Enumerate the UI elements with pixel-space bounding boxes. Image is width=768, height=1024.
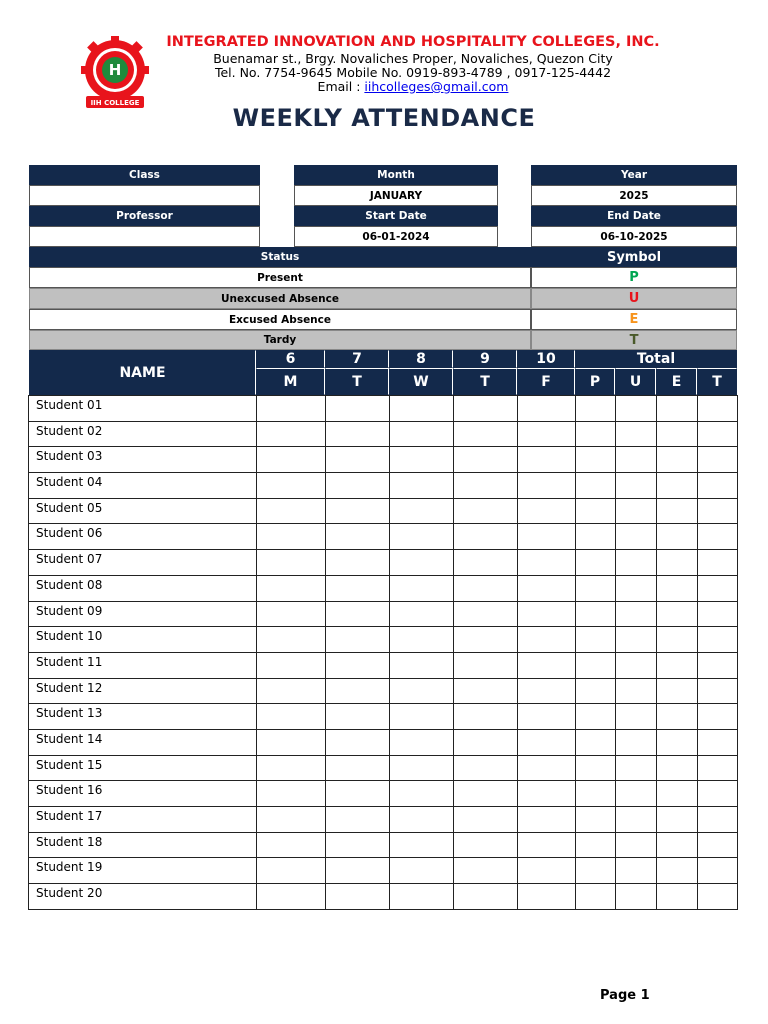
- attendance-cell[interactable]: [257, 498, 326, 524]
- table-row: [29, 550, 738, 576]
- total-cell[interactable]: [576, 678, 616, 704]
- day-weekday-3: W: [389, 368, 453, 395]
- total-cell[interactable]: [698, 421, 738, 447]
- student-name: Student 18: [29, 832, 257, 858]
- student-name: Student 08: [29, 575, 257, 601]
- total-cell[interactable]: [657, 550, 698, 576]
- student-name: Student 16: [29, 781, 257, 807]
- year-value[interactable]: 2025: [531, 185, 737, 206]
- student-name: Student 17: [29, 807, 257, 833]
- attendance-cell[interactable]: [257, 601, 326, 627]
- total-cell[interactable]: [576, 858, 616, 884]
- attendance-cell[interactable]: [454, 832, 518, 858]
- attendance-cell[interactable]: [454, 447, 518, 473]
- total-cell[interactable]: [576, 755, 616, 781]
- attendance-cell[interactable]: [326, 473, 390, 499]
- attendance-cell[interactable]: [390, 601, 454, 627]
- attendance-cell[interactable]: [390, 627, 454, 653]
- attendance-cell[interactable]: [326, 396, 390, 422]
- attendance-cell[interactable]: [518, 550, 576, 576]
- student-name: Student 07: [29, 550, 257, 576]
- legend-status-tardy: Tardy: [29, 330, 531, 350]
- total-cell[interactable]: [657, 858, 698, 884]
- table-row: [29, 884, 738, 910]
- total-cell[interactable]: [657, 447, 698, 473]
- total-cell[interactable]: [657, 755, 698, 781]
- table-row: [29, 755, 738, 781]
- start-date-value[interactable]: 06-01-2024: [294, 226, 498, 247]
- total-cell[interactable]: [576, 396, 616, 422]
- total-cell[interactable]: [698, 704, 738, 730]
- attendance-cell[interactable]: [390, 704, 454, 730]
- student-name: Student 10: [29, 627, 257, 653]
- attendance-cell[interactable]: [257, 781, 326, 807]
- attendance-cell[interactable]: [518, 755, 576, 781]
- attendance-cell[interactable]: [518, 858, 576, 884]
- day-date-4: 9: [453, 350, 517, 368]
- day-date-2: 7: [325, 350, 389, 368]
- total-cell[interactable]: [698, 807, 738, 833]
- attendance-cell[interactable]: [454, 884, 518, 910]
- attendance-cell[interactable]: [390, 575, 454, 601]
- attendance-cell[interactable]: [454, 575, 518, 601]
- total-cell[interactable]: [657, 627, 698, 653]
- attendance-cell[interactable]: [257, 524, 326, 550]
- total-cell[interactable]: [657, 781, 698, 807]
- attendance-table: [28, 395, 738, 910]
- attendance-cell[interactable]: [454, 601, 518, 627]
- attendance-cell[interactable]: [390, 858, 454, 884]
- table-row: [29, 447, 738, 473]
- attendance-cell[interactable]: [257, 652, 326, 678]
- day-date-3: 8: [389, 350, 453, 368]
- student-name: Student 13: [29, 704, 257, 730]
- total-cell[interactable]: [616, 807, 657, 833]
- total-cell[interactable]: [576, 601, 616, 627]
- attendance-cell[interactable]: [390, 807, 454, 833]
- attendance-cell[interactable]: [390, 729, 454, 755]
- attendance-cell[interactable]: [390, 755, 454, 781]
- attendance-cell[interactable]: [390, 550, 454, 576]
- total-cell[interactable]: [698, 652, 738, 678]
- table-row: [29, 627, 738, 653]
- day-date-5: 10: [517, 350, 575, 368]
- student-name: Student 06: [29, 524, 257, 550]
- attendance-cell[interactable]: [518, 421, 576, 447]
- student-name: Student 20: [29, 884, 257, 910]
- attendance-cell[interactable]: [257, 678, 326, 704]
- total-cell[interactable]: [616, 524, 657, 550]
- total-cell[interactable]: [616, 627, 657, 653]
- total-cell[interactable]: [616, 601, 657, 627]
- email-link[interactable]: iihcolleges@gmail.com: [364, 79, 509, 94]
- total-cell[interactable]: [657, 498, 698, 524]
- total-cell[interactable]: [698, 755, 738, 781]
- total-cell[interactable]: [576, 832, 616, 858]
- total-cell[interactable]: [657, 729, 698, 755]
- total-cell[interactable]: [576, 884, 616, 910]
- attendance-cell[interactable]: [390, 498, 454, 524]
- attendance-cell[interactable]: [454, 524, 518, 550]
- total-cell[interactable]: [616, 678, 657, 704]
- attendance-cell[interactable]: [257, 807, 326, 833]
- total-cell[interactable]: [657, 832, 698, 858]
- attendance-cell[interactable]: [518, 884, 576, 910]
- email-label: Email :: [317, 79, 365, 94]
- attendance-cell[interactable]: [326, 627, 390, 653]
- total-cell[interactable]: [698, 884, 738, 910]
- attendance-cell[interactable]: [518, 447, 576, 473]
- phone-numbers: Tel. No. 7754-9645 Mobile No. 0919-893-4789 , 0917-125-4442: [214, 65, 612, 80]
- total-cell[interactable]: [657, 678, 698, 704]
- professor-label: Professor: [29, 206, 260, 226]
- total-cell[interactable]: [576, 550, 616, 576]
- total-cell[interactable]: [616, 858, 657, 884]
- attendance-cell[interactable]: [390, 652, 454, 678]
- attendance-cell[interactable]: [454, 858, 518, 884]
- attendance-cell[interactable]: [257, 755, 326, 781]
- attendance-cell[interactable]: [518, 678, 576, 704]
- legend-symbol-excused: E: [531, 309, 737, 330]
- total-cell[interactable]: [576, 781, 616, 807]
- attendance-cell[interactable]: [454, 755, 518, 781]
- total-cell[interactable]: [657, 421, 698, 447]
- total-cell[interactable]: [576, 447, 616, 473]
- start-date-label: Start Date: [294, 206, 498, 226]
- attendance-cell[interactable]: [518, 781, 576, 807]
- attendance-cell[interactable]: [326, 858, 390, 884]
- attendance-cell[interactable]: [390, 396, 454, 422]
- attendance-cell[interactable]: [390, 421, 454, 447]
- attendance-cell[interactable]: [326, 575, 390, 601]
- table-row: [29, 678, 738, 704]
- attendance-cell[interactable]: [518, 601, 576, 627]
- attendance-cell[interactable]: [326, 781, 390, 807]
- attendance-cell[interactable]: [454, 704, 518, 730]
- attendance-cell[interactable]: [390, 524, 454, 550]
- table-row: [29, 832, 738, 858]
- table-row: [29, 807, 738, 833]
- total-cell[interactable]: [657, 396, 698, 422]
- total-cell[interactable]: [616, 550, 657, 576]
- student-name: Student 09: [29, 601, 257, 627]
- address: Buenamar st., Brgy. Novaliches Proper, Novaliches, Quezon City: [213, 51, 613, 66]
- attendance-cell[interactable]: [518, 807, 576, 833]
- attendance-cell[interactable]: [326, 447, 390, 473]
- attendance-cell[interactable]: [454, 807, 518, 833]
- table-row: [29, 575, 738, 601]
- name-header: NAME: [29, 350, 256, 395]
- total-cell[interactable]: [576, 498, 616, 524]
- total-cell[interactable]: [576, 652, 616, 678]
- student-name: Student 12: [29, 678, 257, 704]
- attendance-cell[interactable]: [257, 704, 326, 730]
- total-cell[interactable]: [616, 473, 657, 499]
- attendance-cell[interactable]: [454, 729, 518, 755]
- total-cell[interactable]: [576, 729, 616, 755]
- attendance-cell[interactable]: [326, 421, 390, 447]
- table-row: [29, 781, 738, 807]
- total-cell[interactable]: [576, 524, 616, 550]
- svg-text:H: H: [108, 61, 122, 79]
- attendance-cell[interactable]: [454, 498, 518, 524]
- table-row: [29, 729, 738, 755]
- total-cell[interactable]: [616, 396, 657, 422]
- attendance-cell[interactable]: [518, 524, 576, 550]
- table-row: [29, 473, 738, 499]
- legend-status-excused: Excused Absence: [29, 309, 531, 330]
- legend-status-present: Present: [29, 267, 531, 288]
- student-name: Student 05: [29, 498, 257, 524]
- total-cell[interactable]: [576, 575, 616, 601]
- total-cell[interactable]: [698, 858, 738, 884]
- total-cell[interactable]: [698, 627, 738, 653]
- total-col-t: T: [697, 368, 737, 395]
- attendance-cell[interactable]: [454, 473, 518, 499]
- attendance-cell[interactable]: [390, 473, 454, 499]
- total-cell[interactable]: [657, 601, 698, 627]
- total-cell[interactable]: [616, 575, 657, 601]
- attendance-cell[interactable]: [326, 550, 390, 576]
- attendance-cell[interactable]: [326, 704, 390, 730]
- org-name: INTEGRATED INNOVATION AND HOSPITALITY COLLEGES, INC.: [166, 34, 660, 50]
- table-row: [29, 498, 738, 524]
- total-cell[interactable]: [616, 781, 657, 807]
- attendance-cell[interactable]: [454, 396, 518, 422]
- attendance-cell[interactable]: [518, 396, 576, 422]
- total-cell[interactable]: [616, 884, 657, 910]
- total-cell[interactable]: [698, 550, 738, 576]
- total-cell[interactable]: [576, 473, 616, 499]
- student-name: Student 14: [29, 729, 257, 755]
- attendance-cell[interactable]: [257, 447, 326, 473]
- attendance-cell[interactable]: [257, 550, 326, 576]
- attendance-cell[interactable]: [390, 832, 454, 858]
- total-cell[interactable]: [616, 755, 657, 781]
- symbol-header: Symbol: [531, 247, 737, 267]
- table-row: [29, 652, 738, 678]
- day-date-1: 6: [256, 350, 325, 368]
- day-weekday-5: F: [517, 368, 575, 395]
- total-cell[interactable]: [616, 421, 657, 447]
- attendance-cell[interactable]: [390, 678, 454, 704]
- total-cell[interactable]: [657, 575, 698, 601]
- attendance-cell[interactable]: [326, 652, 390, 678]
- student-name: Student 01: [29, 396, 257, 422]
- end-date-label: End Date: [531, 206, 737, 226]
- student-name: Student 03: [29, 447, 257, 473]
- attendance-cell[interactable]: [390, 447, 454, 473]
- total-cell[interactable]: [698, 678, 738, 704]
- total-col-p: P: [575, 368, 615, 395]
- attendance-cell[interactable]: [326, 884, 390, 910]
- legend-symbol-unexcused: U: [531, 288, 737, 309]
- attendance-cell[interactable]: [390, 781, 454, 807]
- total-cell[interactable]: [616, 652, 657, 678]
- day-weekday-1: M: [256, 368, 325, 395]
- attendance-cell[interactable]: [454, 627, 518, 653]
- attendance-cell[interactable]: [454, 652, 518, 678]
- total-cell[interactable]: [698, 396, 738, 422]
- attendance-cell[interactable]: [454, 678, 518, 704]
- attendance-cell[interactable]: [518, 704, 576, 730]
- total-cell[interactable]: [616, 498, 657, 524]
- total-cell[interactable]: [576, 704, 616, 730]
- total-cell[interactable]: [698, 524, 738, 550]
- total-cell[interactable]: [657, 524, 698, 550]
- month-value[interactable]: JANUARY: [294, 185, 498, 206]
- total-cell[interactable]: [616, 704, 657, 730]
- total-cell[interactable]: [698, 601, 738, 627]
- total-cell[interactable]: [698, 473, 738, 499]
- logo-text: IIH COLLEGE: [90, 99, 140, 107]
- total-col-e: E: [656, 368, 697, 395]
- total-cell[interactable]: [657, 884, 698, 910]
- total-cell[interactable]: [576, 627, 616, 653]
- total-cell[interactable]: [616, 832, 657, 858]
- professor-value[interactable]: [29, 226, 260, 247]
- total-cell[interactable]: [576, 421, 616, 447]
- attendance-cell[interactable]: [257, 421, 326, 447]
- total-cell[interactable]: [657, 704, 698, 730]
- total-cell[interactable]: [698, 832, 738, 858]
- attendance-cell[interactable]: [518, 627, 576, 653]
- page-number: Page 1: [600, 988, 650, 1003]
- student-name: Student 11: [29, 652, 257, 678]
- student-name: Student 04: [29, 473, 257, 499]
- attendance-cell[interactable]: [390, 884, 454, 910]
- attendance-cell[interactable]: [326, 498, 390, 524]
- total-cell[interactable]: [698, 575, 738, 601]
- legend-status-unexcused: Unexcused Absence: [29, 288, 531, 309]
- table-row: [29, 524, 738, 550]
- attendance-cell[interactable]: [454, 781, 518, 807]
- total-cell[interactable]: [698, 729, 738, 755]
- table-row: [29, 396, 738, 422]
- attendance-cell[interactable]: [326, 832, 390, 858]
- total-cell[interactable]: [616, 729, 657, 755]
- total-header: Total: [575, 350, 737, 368]
- attendance-cell[interactable]: [326, 678, 390, 704]
- attendance-cell[interactable]: [518, 473, 576, 499]
- total-cell[interactable]: [698, 447, 738, 473]
- attendance-cell[interactable]: [326, 807, 390, 833]
- table-row: [29, 858, 738, 884]
- attendance-cell[interactable]: [454, 550, 518, 576]
- total-cell[interactable]: [698, 498, 738, 524]
- legend-symbol-tardy: T: [531, 330, 737, 350]
- year-label: Year: [531, 165, 737, 185]
- attendance-cell[interactable]: [257, 575, 326, 601]
- student-name: Student 02: [29, 421, 257, 447]
- status-header: Status: [29, 247, 531, 267]
- attendance-cell[interactable]: [518, 729, 576, 755]
- total-cell[interactable]: [657, 473, 698, 499]
- table-row: [29, 704, 738, 730]
- day-weekday-4: T: [453, 368, 517, 395]
- attendance-cell[interactable]: [257, 832, 326, 858]
- student-name: Student 19: [29, 858, 257, 884]
- attendance-cell[interactable]: [257, 858, 326, 884]
- total-col-u: U: [615, 368, 656, 395]
- email-line: [0, 79, 768, 94]
- day-weekday-2: T: [325, 368, 389, 395]
- end-date-value[interactable]: 06-10-2025: [531, 226, 737, 247]
- attendance-cell[interactable]: [326, 729, 390, 755]
- attendance-cell[interactable]: [518, 498, 576, 524]
- table-row: [29, 601, 738, 627]
- attendance-cell[interactable]: [454, 421, 518, 447]
- attendance-cell[interactable]: [326, 755, 390, 781]
- attendance-cell[interactable]: [326, 524, 390, 550]
- total-cell[interactable]: [698, 781, 738, 807]
- total-cell[interactable]: [576, 807, 616, 833]
- class-value[interactable]: [29, 185, 260, 206]
- attendance-cell[interactable]: [518, 832, 576, 858]
- total-cell[interactable]: [657, 652, 698, 678]
- month-label: Month: [294, 165, 498, 185]
- attendance-cell[interactable]: [518, 652, 576, 678]
- attendance-cell[interactable]: [257, 473, 326, 499]
- student-name: Student 15: [29, 755, 257, 781]
- total-cell[interactable]: [657, 807, 698, 833]
- attendance-cell[interactable]: [257, 396, 326, 422]
- attendance-cell[interactable]: [518, 575, 576, 601]
- legend-symbol-present: P: [531, 267, 737, 288]
- attendance-cell[interactable]: [257, 627, 326, 653]
- attendance-cell[interactable]: [257, 729, 326, 755]
- page-title: WEEKLY ATTENDANCE: [232, 104, 536, 132]
- table-row: [29, 421, 738, 447]
- attendance-cell[interactable]: [257, 884, 326, 910]
- total-cell[interactable]: [616, 447, 657, 473]
- class-label: Class: [29, 165, 260, 185]
- attendance-cell[interactable]: [326, 601, 390, 627]
